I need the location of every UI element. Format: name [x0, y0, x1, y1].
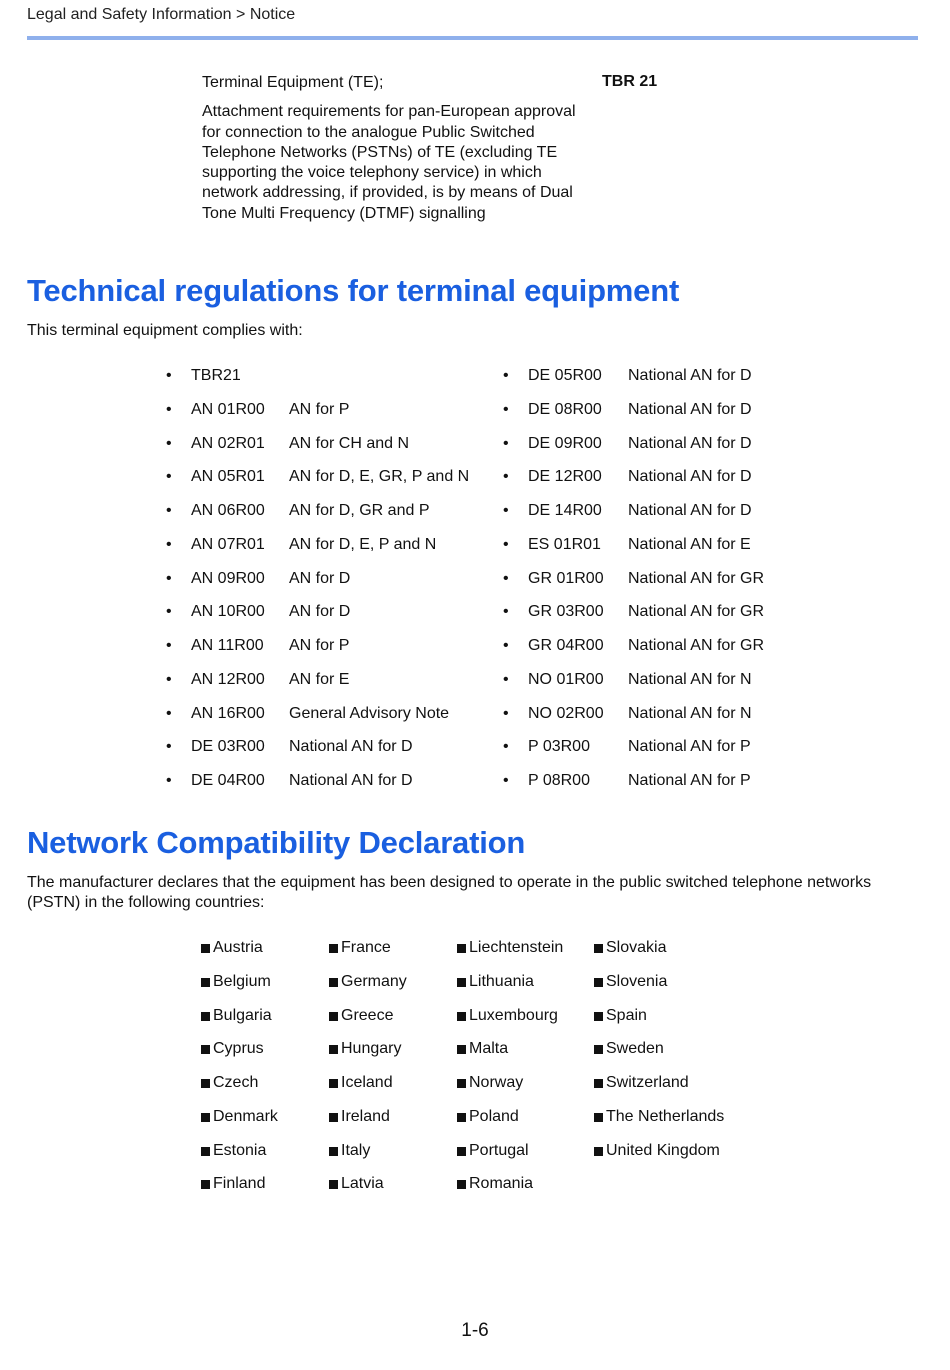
bullet-icon: •: [166, 738, 172, 756]
standard-code: DE 04R00: [191, 772, 265, 789]
country-name: Portugal: [469, 1141, 529, 1159]
standard-item: [166, 435, 469, 469]
square-bullet-icon: [594, 1147, 603, 1156]
standard-item: [166, 772, 469, 806]
standard-description: National AN for E: [628, 535, 751, 553]
square-bullet-icon: [329, 944, 338, 953]
standard-code: AN 09R00: [191, 569, 265, 587]
standard-item: [166, 603, 469, 637]
country-name: Cyprus: [213, 1040, 264, 1058]
country-item: [456, 1074, 593, 1108]
country-item: [456, 1108, 593, 1142]
standard-item: [503, 401, 764, 435]
standard-item: [166, 367, 469, 401]
standards-list-right: [503, 367, 764, 806]
standard-item: [166, 502, 469, 536]
square-bullet-icon: [201, 1180, 210, 1189]
bullet-icon: •: [166, 603, 172, 621]
bullet-icon: •: [166, 468, 172, 486]
standard-description: National AN for D: [628, 400, 752, 418]
country-item: [328, 1007, 456, 1041]
page-number: 1-6: [461, 1320, 489, 1341]
country-item: [456, 1040, 593, 1074]
bullet-icon: •: [166, 704, 172, 722]
country-name: Lithuania: [469, 972, 534, 990]
standard-code: GR 04R00: [528, 637, 604, 654]
country-name: Switzerland: [606, 1074, 689, 1091]
standard-code: P 03R00: [528, 738, 590, 756]
country-item: [593, 1007, 753, 1041]
standard-description: National AN for P: [628, 738, 751, 756]
standard-code: DE 14R00: [528, 502, 602, 519]
standard-code: AN 12R00: [191, 670, 265, 688]
square-bullet-icon: [201, 1079, 210, 1088]
standard-item: [503, 705, 764, 739]
standard-code: NO 02R00: [528, 704, 604, 722]
country-name: Poland: [469, 1107, 519, 1125]
country-item: [200, 1007, 328, 1041]
standard-description: AN for P: [289, 400, 350, 418]
country-item: [456, 1175, 593, 1209]
bullet-icon: •: [503, 535, 509, 553]
standard-code: P 08R00: [528, 772, 590, 789]
standard-code: AN 01R00: [191, 400, 265, 418]
bullet-icon: •: [503, 367, 509, 384]
standard-code: DE 09R00: [528, 434, 602, 452]
standard-code: NO 01R00: [528, 670, 604, 688]
bullet-icon: •: [503, 502, 509, 519]
country-item: [200, 939, 328, 973]
country-item: [593, 973, 753, 1007]
standard-description: AN for P: [289, 637, 350, 654]
standard-item: [166, 536, 469, 570]
standard-code: AN 16R00: [191, 704, 265, 722]
country-name: Malta: [469, 1040, 509, 1058]
standard-item: [503, 570, 764, 604]
square-bullet-icon: [594, 1012, 603, 1021]
section-title-network: Network Compatibility Declaration: [27, 825, 526, 860]
intro-block: [202, 73, 592, 233]
square-bullet-icon: [329, 978, 338, 987]
country-item: [593, 1074, 753, 1108]
standard-item: [503, 536, 764, 570]
standard-code: AN 07R01: [191, 535, 265, 553]
standard-item: [503, 738, 764, 772]
country-name: Bulgaria: [213, 1006, 272, 1024]
standard-code: DE 08R00: [528, 400, 602, 418]
standard-code: GR 03R00: [528, 603, 604, 621]
square-bullet-icon: [201, 1045, 210, 1054]
standard-item: [166, 738, 469, 772]
standard-item: [503, 671, 764, 705]
bullet-icon: •: [503, 434, 509, 452]
country-item: [328, 1074, 456, 1108]
standard-description: AN for D, E, GR, P and N: [289, 468, 470, 486]
country-item: [328, 939, 456, 973]
country-item: [456, 1007, 593, 1041]
square-bullet-icon: [457, 1147, 466, 1156]
country-name: Slovakia: [606, 939, 667, 956]
square-bullet-icon: [329, 1147, 338, 1156]
country-item: [200, 1108, 328, 1142]
standard-description: AN for D: [289, 603, 351, 621]
standard-item: [166, 570, 469, 604]
country-name: Luxembourg: [469, 1006, 558, 1024]
standard-item: [503, 367, 764, 401]
bullet-icon: •: [503, 670, 509, 688]
square-bullet-icon: [329, 1012, 338, 1021]
bullet-icon: •: [166, 400, 172, 418]
header-divider: [27, 36, 918, 40]
country-item: [456, 973, 593, 1007]
standard-description: National AN for D: [628, 468, 752, 486]
square-bullet-icon: [457, 1180, 466, 1189]
bullet-icon: •: [166, 434, 172, 452]
standard-description: National AN for D: [289, 738, 413, 756]
section-title-technical: Technical regulations for terminal equipment: [27, 273, 680, 308]
standards-list-left: [166, 367, 469, 806]
standard-description: National AN for GR: [628, 603, 765, 621]
country-item: [200, 1142, 328, 1176]
standard-description: National AN for P: [628, 772, 751, 789]
bullet-icon: •: [503, 738, 509, 756]
bullet-icon: •: [503, 569, 509, 587]
square-bullet-icon: [594, 978, 603, 987]
country-item: [593, 1040, 753, 1074]
standard-description: AN for CH and N: [289, 434, 410, 452]
standard-code: GR 01R00: [528, 569, 604, 587]
country-name: Romania: [469, 1175, 534, 1193]
standard-item: [503, 502, 764, 536]
standard-code: TBR21: [191, 367, 241, 384]
country-item: [328, 973, 456, 1007]
bullet-icon: •: [503, 772, 509, 789]
empty-cell: [593, 1175, 753, 1209]
country-name: Czech: [213, 1074, 259, 1091]
square-bullet-icon: [201, 1113, 210, 1122]
standard-item: [503, 435, 764, 469]
country-item: [200, 1175, 328, 1209]
square-bullet-icon: [329, 1180, 338, 1189]
standard-item: [166, 401, 469, 435]
standard-description: AN for D, E, P and N: [289, 535, 437, 553]
bullet-icon: •: [166, 535, 172, 553]
standard-item: [166, 671, 469, 705]
standard-item: [166, 468, 469, 502]
square-bullet-icon: [594, 1079, 603, 1088]
standard-description: National AN for GR: [628, 569, 765, 587]
square-bullet-icon: [457, 1012, 466, 1021]
country-name: Austria: [213, 939, 263, 956]
country-name: Spain: [606, 1006, 647, 1024]
intro-line: Terminal Equipment (TE);: [202, 74, 384, 91]
standard-description: National AN for N: [628, 670, 752, 688]
bullet-icon: •: [166, 772, 172, 789]
country-grid: [200, 939, 753, 1209]
standard-description: National AN for D: [289, 772, 413, 789]
bullet-icon: •: [166, 367, 172, 384]
square-bullet-icon: [201, 1147, 210, 1156]
country-name: Ireland: [341, 1107, 390, 1125]
country-name: Sweden: [606, 1040, 664, 1058]
country-item: [328, 1175, 456, 1209]
standard-item: [166, 637, 469, 671]
standard-code: AN 06R00: [191, 502, 265, 519]
bullet-icon: •: [503, 704, 509, 722]
breadcrumb: Legal and Safety Information > Notice: [27, 6, 296, 23]
country-name: Latvia: [341, 1175, 384, 1193]
standard-code: DE 03R00: [191, 738, 265, 756]
bullet-icon: •: [503, 468, 509, 486]
standard-description: National AN for D: [628, 367, 752, 384]
country-name: Slovenia: [606, 972, 668, 990]
square-bullet-icon: [457, 944, 466, 953]
square-bullet-icon: [201, 978, 210, 987]
standard-item: [503, 468, 764, 502]
country-item: [593, 1142, 753, 1176]
bullet-icon: •: [166, 569, 172, 587]
technical-lead-text: This terminal equipment complies with:: [27, 322, 303, 339]
standard-code: DE 05R00: [528, 367, 602, 384]
country-name: Finland: [213, 1175, 266, 1193]
country-name: Denmark: [213, 1107, 278, 1125]
square-bullet-icon: [201, 1012, 210, 1021]
bullet-icon: •: [503, 603, 509, 621]
square-bullet-icon: [329, 1079, 338, 1088]
standard-description: AN for D: [289, 569, 351, 587]
standard-code: AN 02R01: [191, 434, 265, 452]
bullet-icon: •: [503, 400, 509, 418]
country-item: [200, 973, 328, 1007]
standard-description: National AN for D: [628, 502, 752, 519]
bullet-icon: •: [503, 637, 509, 654]
country-name: Liechtenstein: [469, 939, 564, 956]
standard-item: [166, 705, 469, 739]
country-name: Italy: [341, 1141, 371, 1159]
country-name: Germany: [341, 972, 407, 990]
intro-reference: TBR 21: [602, 73, 658, 90]
standard-item: [503, 637, 764, 671]
intro-body: Attachment requirements for pan-European approval for connection to the analogue Public Switched Telephone Networks (PSTNs) of TE (excluding TE supporting the voice telephony service) in which network addressing, if provided, is by means of Dual Tone Multi Frequency (DTMF) signalling: [202, 103, 576, 222]
country-item: [456, 939, 593, 973]
square-bullet-icon: [594, 1113, 603, 1122]
country-name: Hungary: [341, 1040, 402, 1058]
country-item: [593, 1108, 753, 1142]
square-bullet-icon: [329, 1113, 338, 1122]
square-bullet-icon: [457, 1079, 466, 1088]
country-name: Estonia: [213, 1141, 267, 1159]
square-bullet-icon: [457, 978, 466, 987]
standard-item: [503, 603, 764, 637]
country-item: [200, 1040, 328, 1074]
square-bullet-icon: [457, 1113, 466, 1122]
square-bullet-icon: [594, 944, 603, 953]
country-item: [593, 939, 753, 973]
standard-description: National AN for D: [628, 434, 752, 452]
country-name: Belgium: [213, 972, 271, 990]
network-lead-text: The manufacturer declares that the equipment has been designed to operate in the public switched telephone networks (PSTN) in the following countries:: [27, 874, 872, 912]
square-bullet-icon: [201, 944, 210, 953]
standard-code: AN 11R00: [191, 637, 264, 654]
bullet-icon: •: [166, 670, 172, 688]
country-name: France: [341, 939, 391, 956]
standard-code: AN 05R01: [191, 468, 265, 486]
standard-code: ES 01R01: [528, 535, 601, 553]
standard-description: National AN for N: [628, 704, 752, 722]
square-bullet-icon: [329, 1045, 338, 1054]
country-name: United Kingdom: [606, 1141, 720, 1159]
country-name: The Netherlands: [606, 1107, 725, 1125]
country-name: Greece: [341, 1006, 394, 1024]
country-name: Iceland: [341, 1074, 393, 1091]
bullet-icon: •: [166, 502, 172, 519]
standard-description: AN for D, GR and P: [289, 502, 430, 519]
square-bullet-icon: [457, 1045, 466, 1054]
standard-code: DE 12R00: [528, 468, 602, 486]
country-item: [328, 1108, 456, 1142]
standard-code: AN 10R00: [191, 603, 265, 621]
country-item: [328, 1142, 456, 1176]
bullet-icon: •: [166, 637, 172, 654]
standard-description: National AN for GR: [628, 637, 765, 654]
country-item: [328, 1040, 456, 1074]
square-bullet-icon: [594, 1045, 603, 1054]
country-item: [456, 1142, 593, 1176]
standard-description: General Advisory Note: [289, 704, 450, 722]
country-name: Norway: [469, 1074, 524, 1091]
standard-description: AN for E: [289, 670, 350, 688]
standard-item: [503, 772, 764, 806]
country-item: [200, 1074, 328, 1108]
